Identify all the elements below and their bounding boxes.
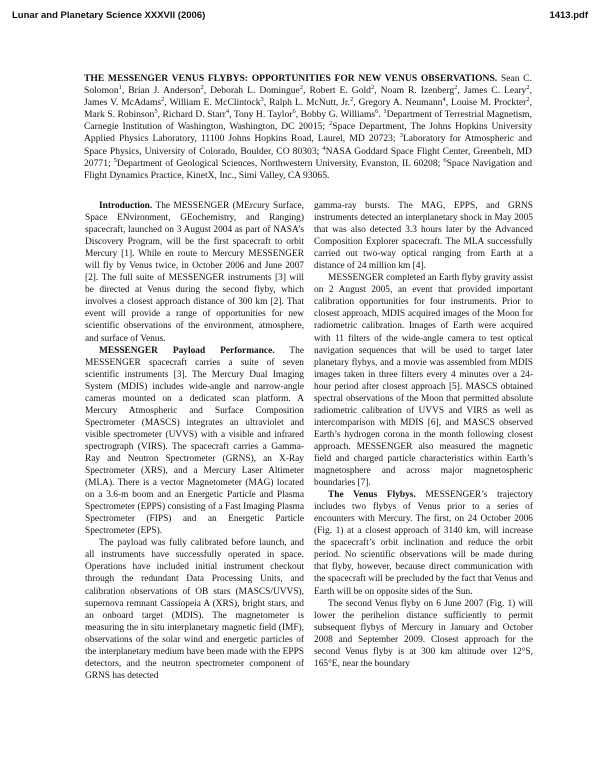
author-name: Mark S. Robinson <box>84 109 155 121</box>
author-name: William E. McClintock <box>169 97 261 109</box>
author-name: Bobby G. Williams <box>300 109 376 121</box>
running-header-right: 1413.pdf <box>549 10 588 21</box>
author-name: Ralph L. McNutt, Jr. <box>269 97 350 109</box>
author-affiliation-mark: 6 <box>292 108 296 116</box>
author-affiliation-mark: 2 <box>526 83 530 91</box>
section-heading: Introduction. <box>99 201 153 211</box>
paragraph-text: The MESSENGER spacecraft carries a suite of seven scientific instruments [3]. The Mercury Dual Imaging System (MDIS) includes wide-angle and narrow-angle cameras mounted on a dedicated scan platform. A Mercury Atmospheric and Surface Composition Spectrometer (MASCS) integrates an ultraviolet and visible spectrometer (UVVS) with a visible and infrared spectrograph (VIRS). The spacecraft carries a Gamma-Ray and Neutron Spectrometer (GRNS), an X-Ray Spectrometer (XRS), and a Mercury Laser Altimeter (MLA). There is a vector Magnetometer (MAG) located on a 3.6-m boom and an Energetic Particle and Plasma Spectrometer (EPPS) consisting of a Fast Imaging Plasma Spectrometer (FIPS) and an Energetic Particle Spectrometer (EPS). <box>85 345 304 537</box>
author-name: James V. McAdams <box>84 97 162 109</box>
author-affiliation-mark: 2 <box>350 96 354 103</box>
left-column <box>85 200 304 682</box>
affiliation-number: 2 <box>329 120 333 128</box>
author-affiliation-mark: 5 <box>154 108 158 116</box>
body-paragraph <box>314 200 533 272</box>
author-name: Robert E. Gold <box>309 85 371 97</box>
running-header-left: Lunar and Planetary Science XXXVII (2006) <box>12 10 206 21</box>
affiliation-text: Space Navigation and Flight Dynamics Practice, KinetX, Inc., Simi Valley, CA 93065. <box>84 157 532 181</box>
author-affiliation-mark: 2 <box>370 83 375 91</box>
paragraph-text: The second Venus flyby on 6 June 2007 (Fig. 1) will lower the perihelion distance sufficiently to permit subsequent flybys of Mercury in January and October 2008 and September 2009. Closest approach for the second Venus flyby is at 300 km altitude over 12°S, 165°E, near the boundary <box>314 598 533 669</box>
author-affiliation-mark: 2 <box>161 96 165 103</box>
section-heading: The Venus Flybys. <box>328 490 416 501</box>
paragraph-text: The MESSENGER (MErcury Surface, Space ENvironment, GEochemistry, and Ranging) spacecraft, launched on 3 August 2004 as part of NASA’s Discovery Program, will be the first spacecraft to orbit Mercury [1]. While en route to Mercury MESSENGER will fly by Venus twice, in October 2006 and June 2007 [2]. The full suite of MESSENGER instruments [3] will be directed at Venus during the second flyby, which involves a closest approach distance of 300 km [2]. That event will provide a range of opportunities for new scientific observations of the environment, atmosphere, and surface of Venus. <box>85 201 304 344</box>
affiliation-text: Laboratory for Atmospheric and Space Physics, University of Colorado, Boulder, CO 80303; <box>84 133 532 157</box>
paragraph-text: gamma-ray bursts. The MAG, EPPS, and GRNS instruments detected an interplanetary shock in May 2005 that was also detected 3.3 hours later by the Advanced Composition Explorer spacecraft. The MLA successfully carried out two-way optical ranging from Earth at a distance of 24 million km [4]. <box>314 201 533 272</box>
affiliation-text: Department of Geological Sciences, Northwestern University, Evanston, IL 60208; <box>116 157 441 169</box>
body-paragraph <box>85 537 304 682</box>
author-affiliation-mark: 2 <box>299 83 304 91</box>
author-name: Louise M. Prockter <box>451 97 527 109</box>
affiliation-number: 5 <box>113 156 117 164</box>
author-name: Tony H. Taylor <box>233 109 293 121</box>
paragraph-text: MESSENGER’s trajectory includes two flybys of Venus prior to a series of encounters with Mercury. The first, on 24 October 2006 (Fig. 1) at a closest approach of 3140 km, will increase the spacecraft’s orbit inclination and reduce the orbit period. No scientific observations will be made during that flyby, however, because direct communication with the spacecraft will be precluded by the fact that Venus and Earth will be on opposite sides of the Sun. <box>314 490 533 597</box>
author-affiliation-mark: 2 <box>454 83 458 91</box>
affiliation-number: 6 <box>443 156 447 164</box>
affiliation-number: 4 <box>322 144 326 152</box>
affiliation-text: Department of Terrestrial Magnetism, Carnegie Institution of Washington, Washington, DC 20015; <box>84 109 533 133</box>
paragraph-text: The payload was fully calibrated before launch, and all instruments have successfully operated in space. Operations have included initial instrument checkout through the redundant Data Processing Units, and calibration observations of OB stars (MASCS/UVVS), supernova remnant Cassiopeia A (XRS), bright stars, and an onboard target (MDIS). The magnetometer is measuring the in situ interplanetary magnetic field (IMF), observations of the solar wind and energetic particles of the interplanetary medium have been made with the EPPS detectors, and the neutron spectrometer component of GRNS has detected <box>85 538 304 681</box>
author-affiliation-mark: 6 <box>375 108 379 116</box>
body-paragraph <box>85 200 304 345</box>
author-affiliation-mark: 4 <box>442 96 446 103</box>
paragraph-text: MESSENGER completed an Earth flyby gravity assist on 2 August 2005, an event that provided important calibration opportunities for four instruments. Prior to closest approach, MDIS acquired images of the Moon for radiometric calibration. Images of Earth were acquired with 11 filters of the wide-angle camera to test optical navigation sequences that will be used to target later planetary flybys, and a movie was assembled from MDIS images taken in three filters every 4 minutes over a 24-hour period after closest approach [5]. MASCS obtained spectral observations of the Moon that permitted absolute radiometric calibration of UVVS and VIRS as well as intercomparison with MDIS [6], and MASCS observed Earth’s hydrogen corona in the month following closest approach. MESSENGER also measured the magnetic field and charged particle characteristics within Earth’s magnetosphere and across major magnetospheric boundaries [7]. <box>314 273 533 489</box>
right-column <box>314 200 533 670</box>
author-affiliation-mark: 1 <box>118 83 122 91</box>
author-name: Richard D. Starr <box>162 109 226 121</box>
paper-title: THE MESSENGER VENUS FLYBYS: OPPORTUNITIES FOR NEW VENUS OBSERVATIONS. <box>84 73 498 84</box>
affiliation-number: 3 <box>399 132 403 140</box>
body-paragraph <box>314 272 533 489</box>
affiliation-text: NASA Goddard Space Flight Center, Greenbelt, MD 20771; <box>84 145 532 169</box>
author-name: James C. Leary <box>463 85 527 97</box>
author-name: Brian J. Anderson <box>128 85 201 97</box>
body-paragraph <box>314 598 533 670</box>
author-name: Gregory A. Neumann <box>358 97 443 109</box>
author-affiliation-mark: 2 <box>526 96 530 103</box>
affiliation-number: 1 <box>383 108 387 116</box>
author-name: Noam R. Izenberg <box>380 85 455 97</box>
affiliation-text: Space Department, The Johns Hopkins University Applied Physics Laboratory, 11100 Johns Hopkins Road, Laurel, MD 20723; <box>84 121 532 145</box>
author-name: Sean C. Solomon <box>84 73 532 97</box>
author-affiliation-mark: 3 <box>260 96 264 103</box>
author-list: Sean C. Solomon$^1$, Brian J. Anderson$^2$, Deborah L. Domingue$^2$, Robert E. Gold$^2$, Noam R. Izenberg$^2$, James C. Leary$^2$, James V. McAdams$^2$, William E. McClintock$^3$, Ralph L. McNutt, Jr.$^2$, Gregory A. Neumann$^4$, Louise M. Prockter$^2$, Mark S. Robinson$^5$, Richard D. Starr$^4$, Tony H. Taylor$^6$, Bobby G. Williams$^6$. <box>84 73 533 121</box>
title-block <box>84 73 532 182</box>
author-affiliation-mark: 4 <box>225 108 230 116</box>
section-heading: MESSENGER Payload Performance. <box>99 345 275 356</box>
body-paragraph <box>85 345 304 538</box>
author-affiliation-mark: 2 <box>200 83 204 91</box>
body-paragraph <box>314 489 533 597</box>
author-name: Deborah L. Domingue <box>210 85 300 97</box>
